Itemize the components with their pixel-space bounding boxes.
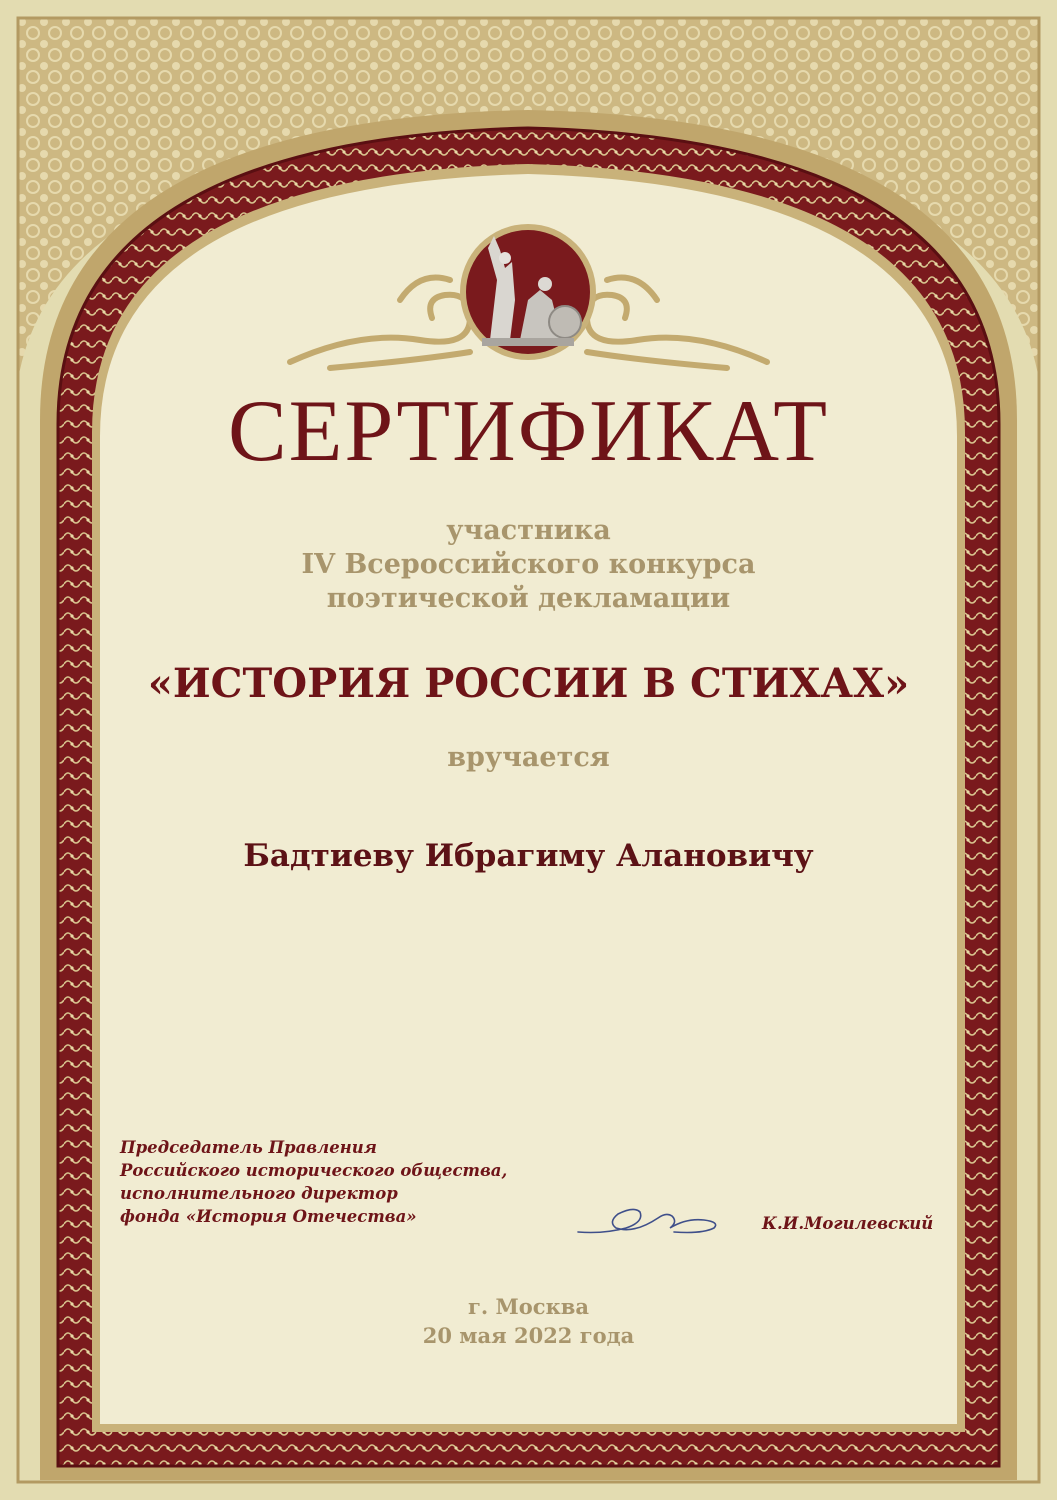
signatory-name: К.И.Могилевский (762, 1214, 934, 1233)
certificate-title: СЕРТИФИКАТ (227, 383, 830, 480)
signatory-title-line: Председатель Правления (120, 1138, 377, 1157)
date: 20 мая 2022 года (422, 1323, 635, 1348)
recipient-name: Бадтиеву Ибрагиму Алановичу (243, 838, 814, 874)
handwritten-signature (574, 1198, 724, 1248)
subtitle-line: поэтической декламации (326, 583, 731, 614)
signatory-title-line: исполнительного директор (120, 1184, 398, 1203)
city: г. Москва (468, 1294, 589, 1319)
subtitle-line: участника (446, 515, 611, 546)
place-and-date (0, 1292, 1057, 1350)
signatory-title (120, 1136, 507, 1228)
signatory-title-line: Российского исторического общества, (120, 1161, 508, 1180)
minin-pozharsky-monument-emblem (460, 224, 596, 360)
signatory-title-line: фонда «История Отечества» (120, 1207, 417, 1226)
certificate-subtitle (0, 514, 1057, 616)
subtitle-line: IV Всероссийского конкурса (301, 549, 756, 580)
contest-name: «ИСТОРИЯ РОССИИ В СТИХАХ» (147, 660, 910, 707)
awarded-text: вручается (447, 742, 610, 773)
